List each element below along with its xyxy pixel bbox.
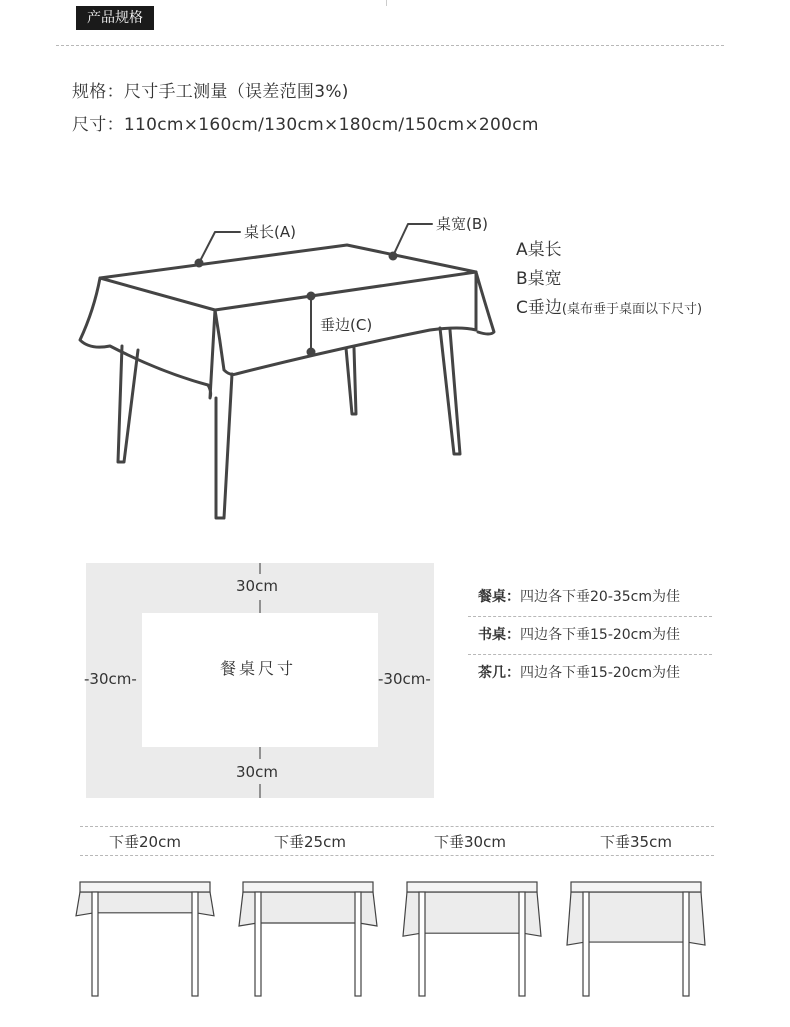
legend-b: B桌宽	[516, 269, 562, 289]
drop-table-leg-left	[92, 892, 98, 996]
recommendation-text: 四边各下垂15-20cm为佳	[520, 627, 681, 643]
legend-a: A桌长	[516, 240, 562, 260]
section-tab-product-specs: 产品规格	[76, 6, 154, 30]
spec-line-sizes: 尺寸：110cm×160cm/130cm×180cm/150cm×200cm	[72, 115, 539, 135]
drop-table-leg-right	[683, 892, 689, 996]
recommendation-name: 书桌：	[478, 627, 520, 643]
recommendation-name: 茶几：	[478, 665, 520, 681]
drop-table-leg-left	[419, 892, 425, 996]
size-right-margin: -30cm-	[378, 670, 431, 688]
drop-table-top	[407, 882, 537, 892]
spec-line-measurement: 规格：尺寸手工测量（误差范围3%)	[72, 82, 349, 102]
drop-label-20: 下垂20cm	[109, 833, 181, 851]
drop-label-25: 下垂25cm	[274, 833, 346, 851]
size-top-margin: 30cm	[236, 577, 278, 595]
drop-label-30: 下垂30cm	[434, 833, 506, 851]
drop-table-top	[80, 882, 210, 892]
drop-table-leg-left	[255, 892, 261, 996]
size-block-title: 餐桌尺寸	[220, 659, 297, 678]
label-table-length: 桌长(A)	[244, 223, 296, 241]
label-table-width: 桌宽(B)	[436, 215, 488, 233]
drop-table-leg-right	[192, 892, 198, 996]
drop-table-leg-right	[519, 892, 525, 996]
recommendation-text: 四边各下垂20-35cm为佳	[520, 589, 681, 605]
recommendation-name: 餐桌：	[478, 589, 520, 605]
drop-table-top	[243, 882, 373, 892]
drop-table-leg-right	[355, 892, 361, 996]
legend-c-main: C垂边	[516, 298, 562, 318]
drop-table-top	[571, 882, 701, 892]
size-bottom-margin: 30cm	[236, 763, 278, 781]
size-left-margin: -30cm-	[84, 670, 137, 688]
drop-table-leg-left	[583, 892, 589, 996]
recommendation-text: 四边各下垂15-20cm为佳	[520, 665, 681, 681]
drop-label-35: 下垂35cm	[600, 833, 672, 851]
label-drop: 垂边(C)	[320, 316, 373, 334]
legend-c-note: (桌布垂于桌面以下尺寸)	[561, 302, 703, 317]
